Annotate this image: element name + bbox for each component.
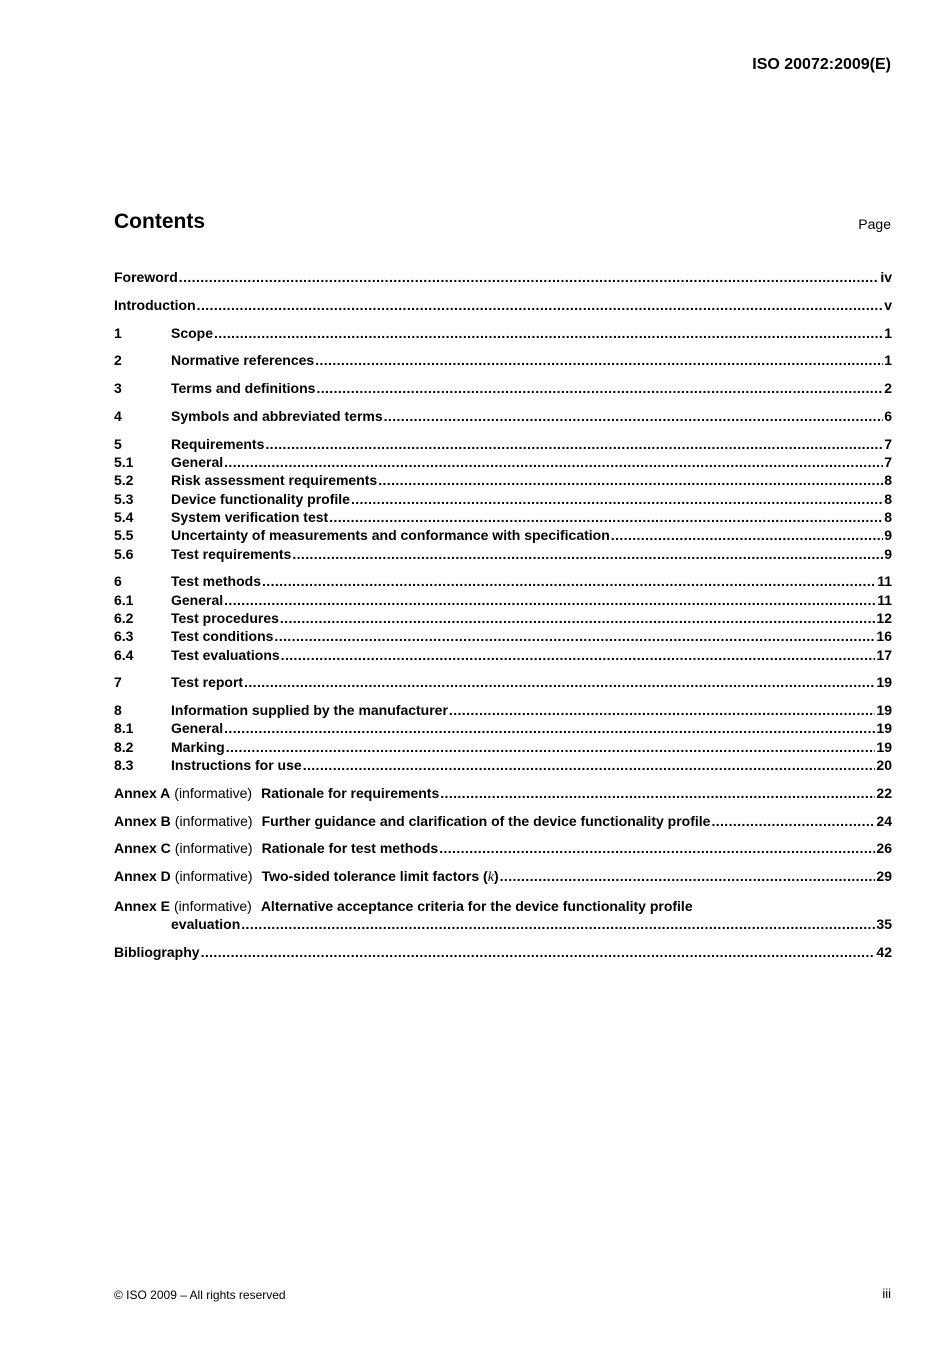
- toc-entry-6[interactable]: [114, 572, 892, 590]
- toc-title: Normative references: [171, 352, 315, 369]
- toc-number: 4: [114, 407, 122, 424]
- toc-page: 7: [884, 454, 892, 471]
- toc-leader: [214, 324, 883, 342]
- toc-entry-6-2[interactable]: [114, 609, 892, 627]
- toc-number: 8: [114, 702, 122, 719]
- toc-page: 19: [876, 738, 892, 755]
- toc-leader: [197, 296, 884, 314]
- toc-number: 7: [114, 674, 122, 691]
- toc-leader: [303, 756, 876, 774]
- toc-entry-bibliography[interactable]: [114, 943, 892, 961]
- annex-label: Annex A: [114, 784, 171, 801]
- toc-entry-6-3[interactable]: [114, 627, 892, 645]
- toc-title: General: [171, 720, 224, 737]
- toc-number: 5.2: [114, 472, 134, 489]
- toc-number: 5.3: [114, 490, 134, 507]
- toc-entry-6-1[interactable]: [114, 591, 892, 609]
- toc-number: 5.6: [114, 545, 134, 562]
- toc-leader: [611, 526, 883, 544]
- toc-title: [262, 867, 499, 887]
- annex-e-continuation: [114, 915, 892, 933]
- toc-page: 1: [884, 352, 892, 369]
- toc-number: 8.2: [114, 738, 134, 755]
- annex-label: Annex B: [114, 812, 171, 829]
- toc-number: 5.1: [114, 454, 134, 471]
- toc-entry-5-4[interactable]: [114, 508, 892, 526]
- toc-title: Test procedures: [171, 609, 279, 626]
- toc-page: 26: [876, 840, 892, 857]
- toc-leader: [244, 673, 875, 691]
- toc-title: Further guidance and clarification of the device functionality profile: [261, 812, 711, 829]
- toc-annex-a[interactable]: [114, 784, 892, 802]
- toc-page: 19: [876, 720, 892, 737]
- toc-title: evaluation: [171, 916, 241, 933]
- toc-page: 8: [884, 490, 892, 507]
- toc-title: Uncertainty of measurements and conformance with specification: [171, 527, 610, 544]
- toc-page: 9: [884, 527, 892, 544]
- toc-page: 16: [876, 628, 892, 645]
- toc-annex-d[interactable]: [114, 867, 892, 887]
- page-number: iii: [882, 1286, 891, 1301]
- toc-title: Marking: [171, 738, 225, 755]
- toc-leader: [440, 784, 875, 802]
- toc-title: Rationale for test methods: [261, 840, 439, 857]
- toc-page: 9: [884, 545, 892, 562]
- toc-leader: [316, 379, 883, 397]
- toc-leader: [224, 453, 883, 471]
- toc-number: 6.3: [114, 628, 134, 645]
- toc-number: 1: [114, 324, 122, 341]
- toc-page: 6: [884, 407, 892, 424]
- toc-entry-5-6[interactable]: [114, 545, 892, 563]
- toc-page: 7: [884, 435, 892, 452]
- toc-number: 3: [114, 380, 122, 397]
- toc-leader: [439, 839, 875, 857]
- toc-title: Scope: [171, 324, 214, 341]
- toc-page: 42: [876, 944, 892, 961]
- toc-page: 29: [876, 868, 892, 885]
- toc-number: 8.1: [114, 720, 134, 737]
- toc-title: Test methods: [171, 573, 261, 590]
- toc-entry-1[interactable]: [114, 324, 892, 342]
- toc-title: Instructions for use: [171, 757, 302, 774]
- annex-type: (informative): [174, 812, 253, 829]
- toc-title: Foreword: [114, 269, 178, 285]
- toc-entry-8[interactable]: [114, 701, 892, 719]
- toc-title: Test requirements: [171, 545, 292, 562]
- toc-entry-4[interactable]: [114, 407, 892, 425]
- toc-page: 22: [876, 784, 892, 801]
- toc-number: 5: [114, 435, 122, 452]
- toc-leader: [292, 545, 883, 563]
- annex-label: Annex D: [114, 868, 171, 885]
- toc-leader: [224, 591, 876, 609]
- toc-page: 11: [877, 591, 892, 608]
- toc-entry-foreword[interactable]: [114, 268, 892, 286]
- toc-title: Bibliography: [114, 944, 200, 961]
- toc-leader: [224, 719, 875, 737]
- toc-page: 19: [876, 702, 892, 719]
- toc-page: 1: [884, 324, 892, 341]
- toc-title-variable: k: [487, 870, 494, 886]
- toc-title: Test conditions: [171, 628, 274, 645]
- toc-entry-5-5[interactable]: [114, 526, 892, 544]
- toc-title-part: Two-sided tolerance limit factors (: [261, 868, 488, 885]
- annex-label: Annex E: [114, 898, 171, 915]
- toc-entry-5-1[interactable]: [114, 453, 892, 471]
- toc-page: 2: [884, 380, 892, 397]
- contents-heading: Contents: [114, 210, 205, 233]
- toc-entry-3[interactable]: [114, 379, 892, 397]
- toc-leader: [262, 572, 876, 590]
- toc-leader: [280, 609, 876, 627]
- toc-leader: [226, 738, 876, 756]
- toc-annex-e[interactable]: [114, 897, 892, 934]
- toc-leader: [179, 268, 880, 286]
- toc-leader: [449, 701, 876, 719]
- toc-title: General: [171, 591, 224, 608]
- toc-title: Risk assessment requirements: [171, 472, 378, 489]
- toc-title: General: [171, 454, 224, 471]
- toc-page: 20: [876, 757, 892, 774]
- toc-page: 19: [876, 674, 892, 691]
- toc-title: Symbols and abbreviated terms: [171, 407, 383, 424]
- toc-number: 5.5: [114, 527, 134, 544]
- toc-leader: [274, 627, 875, 645]
- toc-number: 6.1: [114, 591, 134, 608]
- document-id: ISO 20072:2009(E): [752, 56, 891, 73]
- toc-page: 12: [876, 609, 892, 626]
- table-of-contents: [114, 268, 892, 961]
- toc-leader: [378, 471, 883, 489]
- toc-entry-6-4[interactable]: [114, 646, 892, 664]
- toc-title: System verification test: [171, 508, 329, 525]
- annex-type: (informative): [174, 840, 253, 857]
- toc-leader: [241, 915, 875, 933]
- toc-page: 8: [884, 508, 892, 525]
- toc-entry-2[interactable]: [114, 351, 892, 369]
- toc-page: 11: [877, 573, 892, 590]
- toc-title: Requirements: [171, 435, 265, 452]
- toc-leader: [351, 490, 883, 508]
- toc-page: v: [884, 296, 892, 313]
- toc-title: Device functionality profile: [171, 490, 350, 507]
- toc-entry-8-2[interactable]: [114, 738, 892, 756]
- toc-page: 24: [876, 812, 892, 829]
- toc-title: Terms and definitions: [171, 380, 316, 397]
- toc-leader: [384, 407, 884, 425]
- toc-title: Alternative acceptance criteria for the device functionality profile: [260, 898, 693, 915]
- annex-type: (informative): [174, 868, 253, 885]
- page-column-label: Page: [858, 216, 891, 232]
- toc-leader: [201, 943, 876, 961]
- toc-annex-c[interactable]: [114, 839, 892, 857]
- toc-page: 8: [884, 472, 892, 489]
- toc-title-part: ): [493, 868, 499, 885]
- toc-entry-8-1[interactable]: [114, 719, 892, 737]
- toc-page: iv: [880, 269, 892, 285]
- toc-number: 2: [114, 352, 122, 369]
- toc-entry-8-3[interactable]: [114, 756, 892, 774]
- toc-number: 6.2: [114, 609, 134, 626]
- toc-number: 5.4: [114, 508, 134, 525]
- toc-leader: [315, 351, 883, 369]
- toc-annex-b[interactable]: [114, 812, 892, 830]
- toc-title: Test report: [171, 674, 244, 691]
- toc-leader: [265, 435, 883, 453]
- toc-title: Introduction: [114, 296, 196, 313]
- toc-title: Test evaluations: [171, 646, 280, 663]
- annex-type: (informative): [174, 898, 252, 915]
- annex-type: (informative): [174, 784, 253, 801]
- annex-label: Annex C: [114, 840, 171, 857]
- toc-title: Rationale for requirements: [261, 784, 440, 801]
- toc-leader: [281, 646, 876, 664]
- toc-leader: [711, 812, 875, 830]
- toc-title: Information supplied by the manufacturer: [171, 702, 448, 719]
- toc-leader: [329, 508, 883, 526]
- copyright-notice: © ISO 2009 – All rights reserved: [114, 1288, 286, 1302]
- toc-entry-5-2[interactable]: [114, 471, 892, 489]
- toc-entry-introduction[interactable]: [114, 296, 892, 314]
- toc-entry-5[interactable]: [114, 435, 892, 453]
- toc-entry-5-3[interactable]: [114, 490, 892, 508]
- toc-number: 6: [114, 573, 122, 590]
- toc-page: 35: [876, 916, 892, 933]
- toc-page: 17: [876, 646, 892, 663]
- annex-e-first-line: [114, 897, 892, 915]
- toc-entry-7[interactable]: [114, 673, 892, 691]
- toc-number: 8.3: [114, 757, 134, 774]
- toc-leader: [500, 867, 876, 885]
- toc-number: 6.4: [114, 646, 134, 663]
